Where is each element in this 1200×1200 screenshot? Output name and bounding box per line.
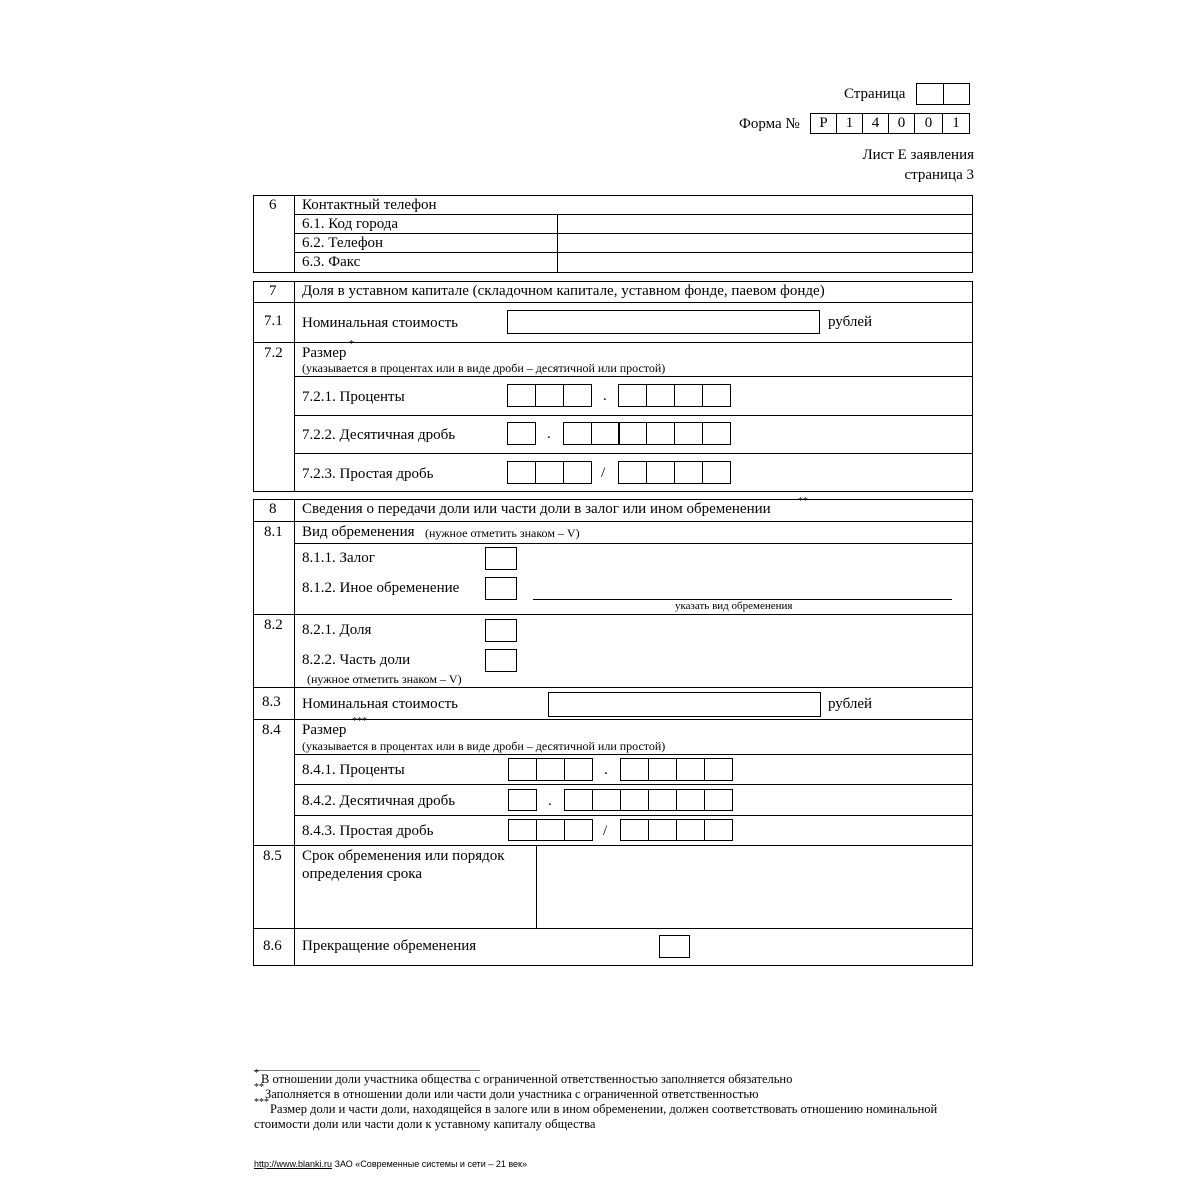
- pledge-label: 8.1.1. Залог: [302, 550, 375, 566]
- publisher-credit: [254, 1160, 527, 1169]
- section-number: 6: [269, 197, 277, 213]
- digit-cell[interactable]: [564, 819, 593, 841]
- digit-cell[interactable]: [676, 789, 705, 811]
- digit-cell[interactable]: [676, 758, 705, 781]
- termination-label: Прекращение обременения: [302, 938, 477, 954]
- size-label: Размер: [302, 345, 347, 361]
- digit-cell[interactable]: [704, 819, 733, 841]
- footnote-divider: [254, 1070, 480, 1071]
- section-7-title: Доля в уставном капитале (складочном капитале, уставном фонде, паевом фонде): [302, 283, 825, 299]
- share-part-label: 8.2.2. Часть доли: [302, 652, 411, 668]
- form-code-cell: 0: [914, 113, 943, 134]
- publisher-link[interactable]: http://www.blanki.ru: [254, 1159, 333, 1169]
- digit-cell[interactable]: [620, 758, 649, 781]
- form-code-cell: 1: [942, 113, 970, 134]
- nominal-value-label: Номинальная стоимость: [302, 315, 459, 331]
- digit-cell[interactable]: [618, 461, 647, 484]
- digit-cell[interactable]: [702, 384, 731, 407]
- decimal-fraction-label: 7.2.2. Десятичная дробь: [302, 427, 456, 443]
- separator: .: [548, 793, 552, 809]
- form-code-cell: 1: [836, 113, 863, 134]
- city-code-label: 6.1. Код города: [302, 216, 399, 232]
- footnote-marker: **: [254, 1082, 264, 1093]
- fax-field[interactable]: [559, 254, 971, 271]
- other-encumbrance-checkbox[interactable]: [485, 577, 517, 600]
- size-label: Размер: [302, 722, 347, 738]
- row-number: 8.3: [262, 694, 281, 710]
- footnote-marker: *: [349, 339, 354, 350]
- footnote-text: В отношении доли участника общества с ограниченной ответственностью заполняется обязательно: [261, 1072, 793, 1086]
- row-number: 8.6: [263, 938, 282, 954]
- share-object-hint: (нужное отметить знаком – V): [307, 672, 462, 686]
- digit-cell[interactable]: [563, 384, 592, 407]
- digit-cell[interactable]: [535, 461, 564, 484]
- share-checkbox[interactable]: [485, 619, 517, 642]
- digit-cell[interactable]: [507, 461, 536, 484]
- footnote-text: Заполняется в отношении доли или части доли участника с ограниченной ответственностью: [265, 1087, 759, 1101]
- fax-label: 6.3. Факс: [302, 254, 361, 270]
- digit-cell[interactable]: [646, 461, 675, 484]
- separator: .: [603, 388, 607, 404]
- digit-cell[interactable]: [620, 789, 649, 811]
- row-number: 7.1: [264, 313, 283, 329]
- row-number: 8.2: [264, 617, 283, 633]
- digit-cell[interactable]: [674, 461, 703, 484]
- row-number: 8.5: [263, 848, 282, 864]
- form-number-label: Форма №: [739, 116, 800, 132]
- section-number: 8: [269, 501, 277, 517]
- simple-fraction-label: 7.2.3. Простая дробь: [302, 466, 434, 482]
- digit-cell[interactable]: [646, 384, 675, 407]
- digit-cell[interactable]: [507, 422, 536, 445]
- digit-cell[interactable]: [563, 461, 592, 484]
- form-code-cell: 4: [862, 113, 889, 134]
- digit-cell[interactable]: [702, 461, 731, 484]
- digit-cell[interactable]: [620, 819, 649, 841]
- digit-cell[interactable]: [674, 384, 703, 407]
- digit-cell[interactable]: [508, 819, 537, 841]
- publisher-name: ЗАО «Современные системы и сети – 21 век»: [334, 1159, 527, 1169]
- row-number: 8.4: [262, 722, 281, 738]
- share-label: 8.2.1. Доля: [302, 622, 372, 638]
- digit-cell[interactable]: [618, 384, 647, 407]
- digit-cell[interactable]: [704, 789, 733, 811]
- section-6-title: Контактный телефон: [302, 197, 437, 213]
- digit-cell[interactable]: [591, 422, 620, 445]
- nominal-value-label: Номинальная стоимость: [302, 696, 459, 712]
- currency-label: рублей: [828, 696, 873, 712]
- simple-fraction-label: 8.4.3. Простая дробь: [302, 823, 434, 839]
- form-code-cell: Р: [810, 113, 837, 134]
- separator: .: [547, 426, 551, 442]
- row-number: 8.1: [264, 524, 283, 540]
- city-code-field[interactable]: [559, 216, 971, 232]
- page-number-cell-1[interactable]: [916, 83, 944, 105]
- currency-label: рублей: [828, 314, 873, 330]
- digit-cell[interactable]: [676, 819, 705, 841]
- term-label-line-1: Срок обременения или порядок: [302, 848, 505, 864]
- digit-cell[interactable]: [648, 758, 677, 781]
- digit-cell[interactable]: [648, 789, 677, 811]
- digit-cell[interactable]: [592, 789, 621, 811]
- digit-cell[interactable]: [674, 422, 703, 445]
- separator: /: [601, 465, 606, 481]
- page-number-cell-2[interactable]: [943, 83, 970, 105]
- percent-label: 8.4.1. Проценты: [302, 762, 405, 778]
- term-label-line-2: определения срока: [302, 866, 422, 882]
- page-label: Страница: [844, 86, 906, 102]
- phone-label: 6.2. Телефон: [302, 235, 384, 251]
- footnote-marker: ***: [254, 1097, 269, 1108]
- digit-cell[interactable]: [507, 384, 536, 407]
- digit-cell[interactable]: [508, 758, 537, 781]
- digit-cell[interactable]: [535, 384, 564, 407]
- sheet-label: Лист Е заявления: [862, 147, 974, 163]
- footnote-text: стоимости доли или части доли к уставному капиталу общества: [254, 1117, 596, 1131]
- footnote-marker: ***: [352, 716, 367, 727]
- phone-field[interactable]: [559, 235, 971, 251]
- form-code-cell: 0: [888, 113, 915, 134]
- decimal-fraction-label: 8.4.2. Десятичная дробь: [302, 793, 456, 809]
- percent-label: 7.2.1. Проценты: [302, 389, 405, 405]
- digit-cell[interactable]: [564, 789, 593, 811]
- other-encumbrance-label: 8.1.2. Иное обременение: [302, 580, 460, 596]
- digit-cell[interactable]: [704, 758, 733, 781]
- term-field[interactable]: [538, 847, 971, 926]
- encumbrance-type-hint: (нужное отметить знаком – V): [425, 526, 580, 540]
- digit-cell[interactable]: [536, 819, 565, 841]
- other-encumbrance-caption: указать вид обременения: [675, 600, 793, 612]
- section-number: 7: [269, 283, 277, 299]
- digit-cell[interactable]: [508, 789, 537, 811]
- size-hint: (указывается в процентах или в виде дроби – десятичной или простой): [302, 739, 666, 753]
- share-part-checkbox[interactable]: [485, 649, 517, 672]
- row-number: 7.2: [264, 345, 283, 361]
- digit-cell[interactable]: [536, 758, 565, 781]
- pledge-checkbox[interactable]: [485, 547, 517, 570]
- nominal-value-field[interactable]: [507, 310, 820, 334]
- separator: /: [603, 823, 608, 839]
- sheet-page: страница 3: [904, 167, 974, 183]
- termination-checkbox[interactable]: [659, 935, 690, 958]
- digit-cell[interactable]: [646, 422, 675, 445]
- digit-cell[interactable]: [564, 758, 593, 781]
- digit-cell[interactable]: [618, 422, 647, 445]
- encumbrance-type-label: Вид обременения: [302, 524, 415, 540]
- digit-cell[interactable]: [648, 819, 677, 841]
- footnote-text: Размер доли и части доли, находящейся в залоге или в ином обременении, должен соответствовать отношению номинальной: [270, 1102, 938, 1116]
- separator: .: [604, 762, 608, 778]
- footnote-marker: *: [254, 1068, 259, 1079]
- digit-cell[interactable]: [563, 422, 592, 445]
- footnote-marker: **: [798, 496, 808, 507]
- size-hint: (указывается в процентах или в виде дроби – десятичной или простой): [302, 361, 666, 375]
- section-8-title: Сведения о передачи доли или части доли в залог или ином обременении: [302, 501, 771, 517]
- digit-cell[interactable]: [702, 422, 731, 445]
- nominal-value-field[interactable]: [548, 692, 821, 717]
